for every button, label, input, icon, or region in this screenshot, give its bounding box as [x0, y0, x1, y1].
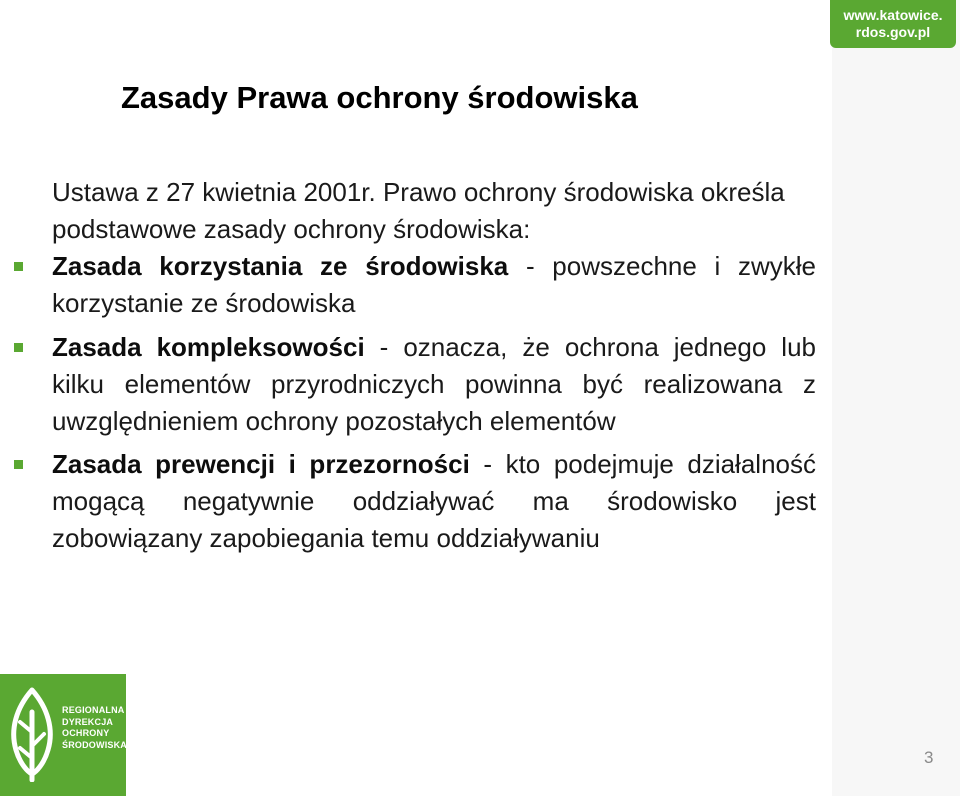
bullet-square-icon: [14, 460, 23, 469]
principle-description: - powszechne i zwykłe korzystanie ze środowiska: [52, 251, 816, 318]
bullet-square-icon: [14, 262, 23, 271]
principle-term: Zasada korzystania ze środowiska: [52, 251, 509, 281]
logo-line: ŚRODOWISKA: [62, 739, 127, 750]
page-number: 3: [924, 748, 934, 767]
website-url-line-1: www.katowice.: [843, 7, 943, 23]
list-item: [52, 248, 816, 322]
slide-content: [52, 174, 816, 557]
rdos-logo: [0, 674, 126, 796]
slide-title: Zasady Prawa ochrony środowiska: [121, 80, 638, 115]
intro-paragraph: Ustawa z 27 kwietnia 2001r. Prawo ochrony środowiska określa podstawowe zasady ochrony środowiska:: [52, 177, 785, 244]
side-strip: [832, 0, 960, 796]
list-item: [52, 329, 816, 440]
bullet-square-icon: [14, 343, 23, 352]
logo-line: DYREKCJA: [62, 716, 114, 727]
logo-wordmark: [62, 705, 127, 751]
list-item: [52, 446, 816, 557]
leaf-icon: [8, 686, 56, 782]
principle-term: Zasada kompleksowości: [52, 332, 365, 362]
principle-term: Zasada prewencji i przezorności: [52, 449, 470, 479]
logo-line: OCHRONY: [62, 728, 110, 738]
principle-description: - kto podejmuje działalność mogącą negatywnie oddziaływać ma środowisko jest zobowiązany zapobiegania temu oddziaływaniu: [52, 449, 816, 553]
website-url-line-2: rdos.gov.pl: [855, 24, 931, 40]
logo-line: REGIONALNA: [62, 705, 125, 715]
principles-list: [52, 248, 816, 557]
principle-description: - oznacza, że ochrona jednego lub kilku elementów przyrodniczych powinna być realizowana z uwzględnieniem ochrony pozostałych elementów: [52, 332, 816, 436]
website-badge: [830, 0, 956, 48]
